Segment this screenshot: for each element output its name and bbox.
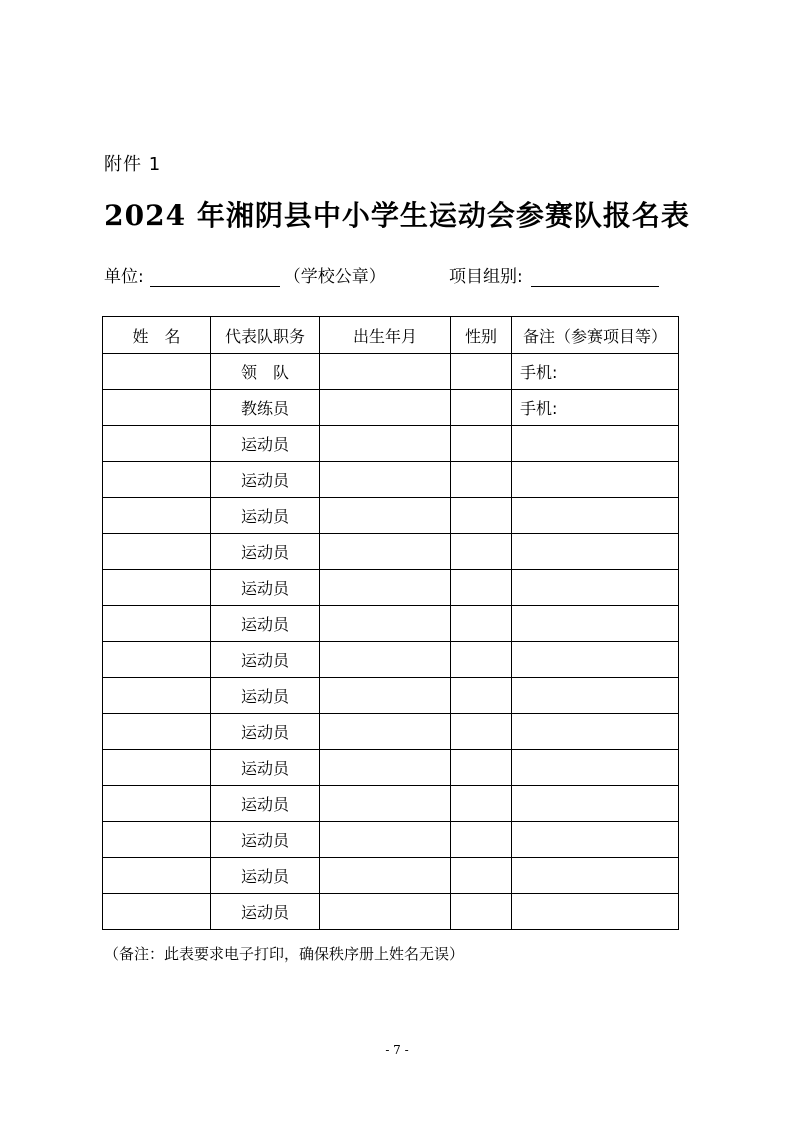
cell-role: 运动员	[211, 786, 320, 822]
cell-birth[interactable]	[320, 894, 451, 930]
cell-role: 运动员	[211, 714, 320, 750]
cell-birth[interactable]	[320, 786, 451, 822]
table-row	[103, 570, 679, 606]
cell-birth[interactable]	[320, 426, 451, 462]
cell-name[interactable]	[103, 426, 211, 462]
cell-name[interactable]	[103, 534, 211, 570]
group-blank-line[interactable]	[531, 268, 659, 287]
cell-note[interactable]	[512, 714, 679, 750]
cell-name[interactable]	[103, 786, 211, 822]
table-row	[103, 858, 679, 894]
cell-gender[interactable]	[451, 426, 512, 462]
cell-gender[interactable]	[451, 390, 512, 426]
header-gender: 性别	[451, 317, 512, 354]
cell-birth[interactable]	[320, 714, 451, 750]
cell-birth[interactable]	[320, 606, 451, 642]
cell-name[interactable]	[103, 606, 211, 642]
cell-role: 运动员	[211, 858, 320, 894]
registration-table	[102, 316, 679, 930]
cell-note[interactable]	[512, 750, 679, 786]
cell-birth[interactable]	[320, 750, 451, 786]
cell-gender[interactable]	[451, 606, 512, 642]
cell-gender[interactable]	[451, 750, 512, 786]
cell-gender[interactable]	[451, 822, 512, 858]
cell-gender[interactable]	[451, 678, 512, 714]
cell-gender[interactable]	[451, 642, 512, 678]
cell-note[interactable]: 手机:	[512, 354, 679, 390]
cell-name[interactable]	[103, 750, 211, 786]
page-title: 2024 年湘阴县中小学生运动会参赛队报名表	[104, 199, 690, 232]
cell-role: 运动员	[211, 570, 320, 606]
cell-note[interactable]	[512, 894, 679, 930]
cell-gender[interactable]	[451, 858, 512, 894]
page-number: - 7 -	[385, 1043, 409, 1057]
cell-gender[interactable]	[451, 714, 512, 750]
cell-gender[interactable]	[451, 894, 512, 930]
header-role: 代表队职务	[211, 317, 320, 354]
unit-label: 单位:	[104, 267, 144, 287]
cell-name[interactable]	[103, 714, 211, 750]
cell-name[interactable]	[103, 570, 211, 606]
table-row	[103, 606, 679, 642]
cell-gender[interactable]	[451, 570, 512, 606]
header-birth: 出生年月	[320, 317, 451, 354]
table-row	[103, 894, 679, 930]
cell-note[interactable]	[512, 642, 679, 678]
cell-birth[interactable]	[320, 534, 451, 570]
cell-name[interactable]	[103, 462, 211, 498]
table-header-row	[103, 317, 679, 354]
cell-name[interactable]	[103, 678, 211, 714]
table-body	[103, 354, 679, 930]
table-row	[103, 822, 679, 858]
cell-name[interactable]	[103, 390, 211, 426]
cell-note[interactable]	[512, 606, 679, 642]
cell-birth[interactable]	[320, 858, 451, 894]
cell-role: 领 队	[211, 354, 320, 390]
header-note: 备注（参赛项目等）	[512, 317, 679, 354]
cell-note[interactable]	[512, 786, 679, 822]
table-row	[103, 642, 679, 678]
cell-role: 运动员	[211, 462, 320, 498]
cell-role: 运动员	[211, 534, 320, 570]
cell-birth[interactable]	[320, 354, 451, 390]
cell-birth[interactable]	[320, 390, 451, 426]
unit-seal-note: （学校公章）	[283, 267, 386, 287]
cell-note[interactable]	[512, 678, 679, 714]
cell-role: 运动员	[211, 498, 320, 534]
cell-gender[interactable]	[451, 786, 512, 822]
cell-note[interactable]	[512, 534, 679, 570]
cell-name[interactable]	[103, 498, 211, 534]
cell-role: 运动员	[211, 894, 320, 930]
unit-field	[104, 262, 386, 287]
cell-birth[interactable]	[320, 570, 451, 606]
cell-note[interactable]: 手机:	[512, 390, 679, 426]
table-row	[103, 390, 679, 426]
unit-blank-line[interactable]	[150, 268, 280, 287]
cell-gender[interactable]	[451, 462, 512, 498]
table-row	[103, 498, 679, 534]
cell-birth[interactable]	[320, 678, 451, 714]
cell-birth[interactable]	[320, 822, 451, 858]
cell-name[interactable]	[103, 354, 211, 390]
cell-gender[interactable]	[451, 498, 512, 534]
footer-remark: （备注：此表要求电子打印，确保秩序册上姓名无误）	[104, 945, 465, 963]
group-field	[449, 262, 659, 287]
cell-birth[interactable]	[320, 462, 451, 498]
table-row	[103, 354, 679, 390]
table-row	[103, 714, 679, 750]
attachment-label: 附件 1	[104, 154, 162, 175]
cell-name[interactable]	[103, 822, 211, 858]
cell-note[interactable]	[512, 858, 679, 894]
cell-name[interactable]	[103, 642, 211, 678]
cell-note[interactable]	[512, 462, 679, 498]
cell-note[interactable]	[512, 822, 679, 858]
table-row	[103, 786, 679, 822]
cell-note[interactable]	[512, 498, 679, 534]
table-row	[103, 750, 679, 786]
cell-role: 运动员	[211, 678, 320, 714]
header-name: 姓 名	[103, 317, 211, 354]
cell-role: 运动员	[211, 750, 320, 786]
table-row	[103, 426, 679, 462]
table-row	[103, 678, 679, 714]
cell-gender[interactable]	[451, 534, 512, 570]
cell-role: 运动员	[211, 822, 320, 858]
cell-name[interactable]	[103, 894, 211, 930]
cell-role: 运动员	[211, 426, 320, 462]
cell-role: 教练员	[211, 390, 320, 426]
group-label: 项目组别:	[449, 267, 523, 287]
cell-note[interactable]	[512, 570, 679, 606]
cell-birth[interactable]	[320, 642, 451, 678]
cell-note[interactable]	[512, 426, 679, 462]
cell-birth[interactable]	[320, 498, 451, 534]
cell-role: 运动员	[211, 642, 320, 678]
table-row	[103, 534, 679, 570]
cell-name[interactable]	[103, 858, 211, 894]
table-row	[103, 462, 679, 498]
cell-gender[interactable]	[451, 354, 512, 390]
cell-role: 运动员	[211, 606, 320, 642]
